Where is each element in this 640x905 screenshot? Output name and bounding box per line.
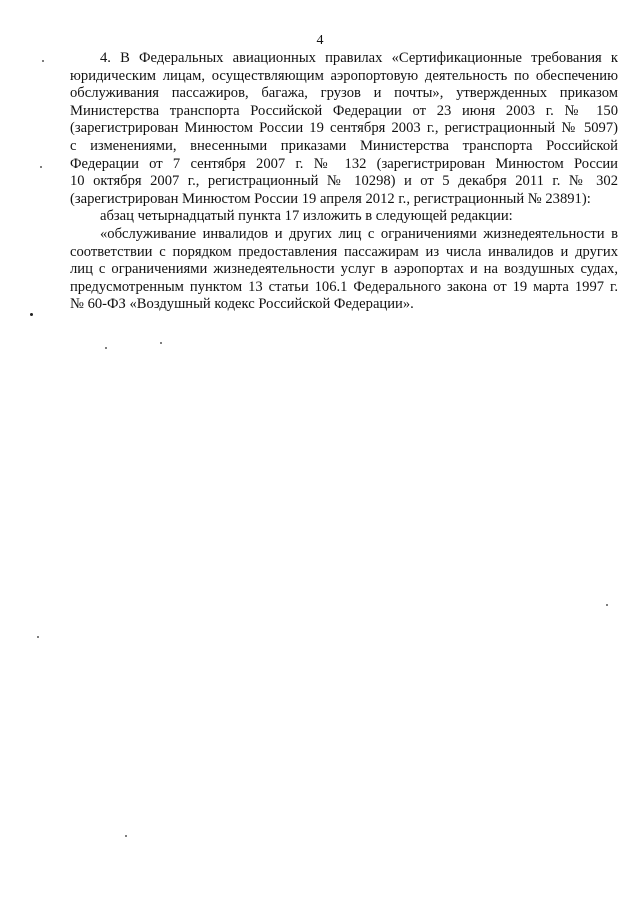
scan-speck <box>125 835 127 837</box>
text-line: предусмотренным пунктом 13 статьи 106.1 Федерального закона от 19 марта 1997 г. <box>70 278 618 295</box>
scan-speck <box>606 604 608 606</box>
text-line: 10 октября 2007 г., регистрационный № 10298) и от 5 декабря 2011 г. № 302 <box>70 173 618 190</box>
text-line: лиц с ограничениями жизнедеятельности услуг в аэропортах и на воздушных судах, <box>70 261 618 278</box>
text-line: юридическим лицам, осуществляющим аэропортовую деятельность по обеспечению <box>70 67 618 84</box>
paragraph-new-wording <box>70 226 618 314</box>
text-line: с изменениями, внесенными приказами Министерства транспорта Российской <box>70 137 618 154</box>
scan-speck <box>40 166 42 168</box>
text-line: (зарегистрирован Минюстом России 19 апреля 2012 г., регистрационный № 23891): <box>70 190 591 207</box>
text-line: (зарегистрирован Минюстом России 19 сентября 2003 г., регистрационный № 5097) <box>70 120 618 137</box>
body-text <box>70 50 618 314</box>
text-line: обслуживания пассажиров, багажа, грузов и почты», утвержденных приказом <box>70 85 618 102</box>
text-line: Федерации от 7 сентября 2007 г. № 132 (зарегистрирован Минюстом России <box>70 155 618 172</box>
scan-speck <box>160 342 162 344</box>
scan-speck <box>42 60 44 62</box>
text-line: абзац четырнадцатый пункта 17 изложить в следующей редакции: <box>100 208 513 225</box>
text-line: 4. В Федеральных авиационных правилах «Сертификационные требования к <box>100 50 618 66</box>
paragraph-item-4 <box>70 50 618 208</box>
scan-speck <box>37 636 39 638</box>
scan-speck <box>105 347 107 349</box>
paragraph-instruction <box>70 208 618 226</box>
text-line: № 60-ФЗ «Воздушный кодекс Российской Федерации». <box>70 296 414 313</box>
text-line: соответствии с порядком предоставления пассажирам из числа инвалидов и других <box>70 243 618 260</box>
scan-speck <box>30 313 33 316</box>
text-line: «обслуживание инвалидов и других лиц с ограничениями жизнедеятельности в <box>100 225 618 242</box>
page-number: 4 <box>316 33 324 48</box>
text-line: Министерства транспорта Российской Федерации от 23 июня 2003 г. № 150 <box>70 102 618 119</box>
